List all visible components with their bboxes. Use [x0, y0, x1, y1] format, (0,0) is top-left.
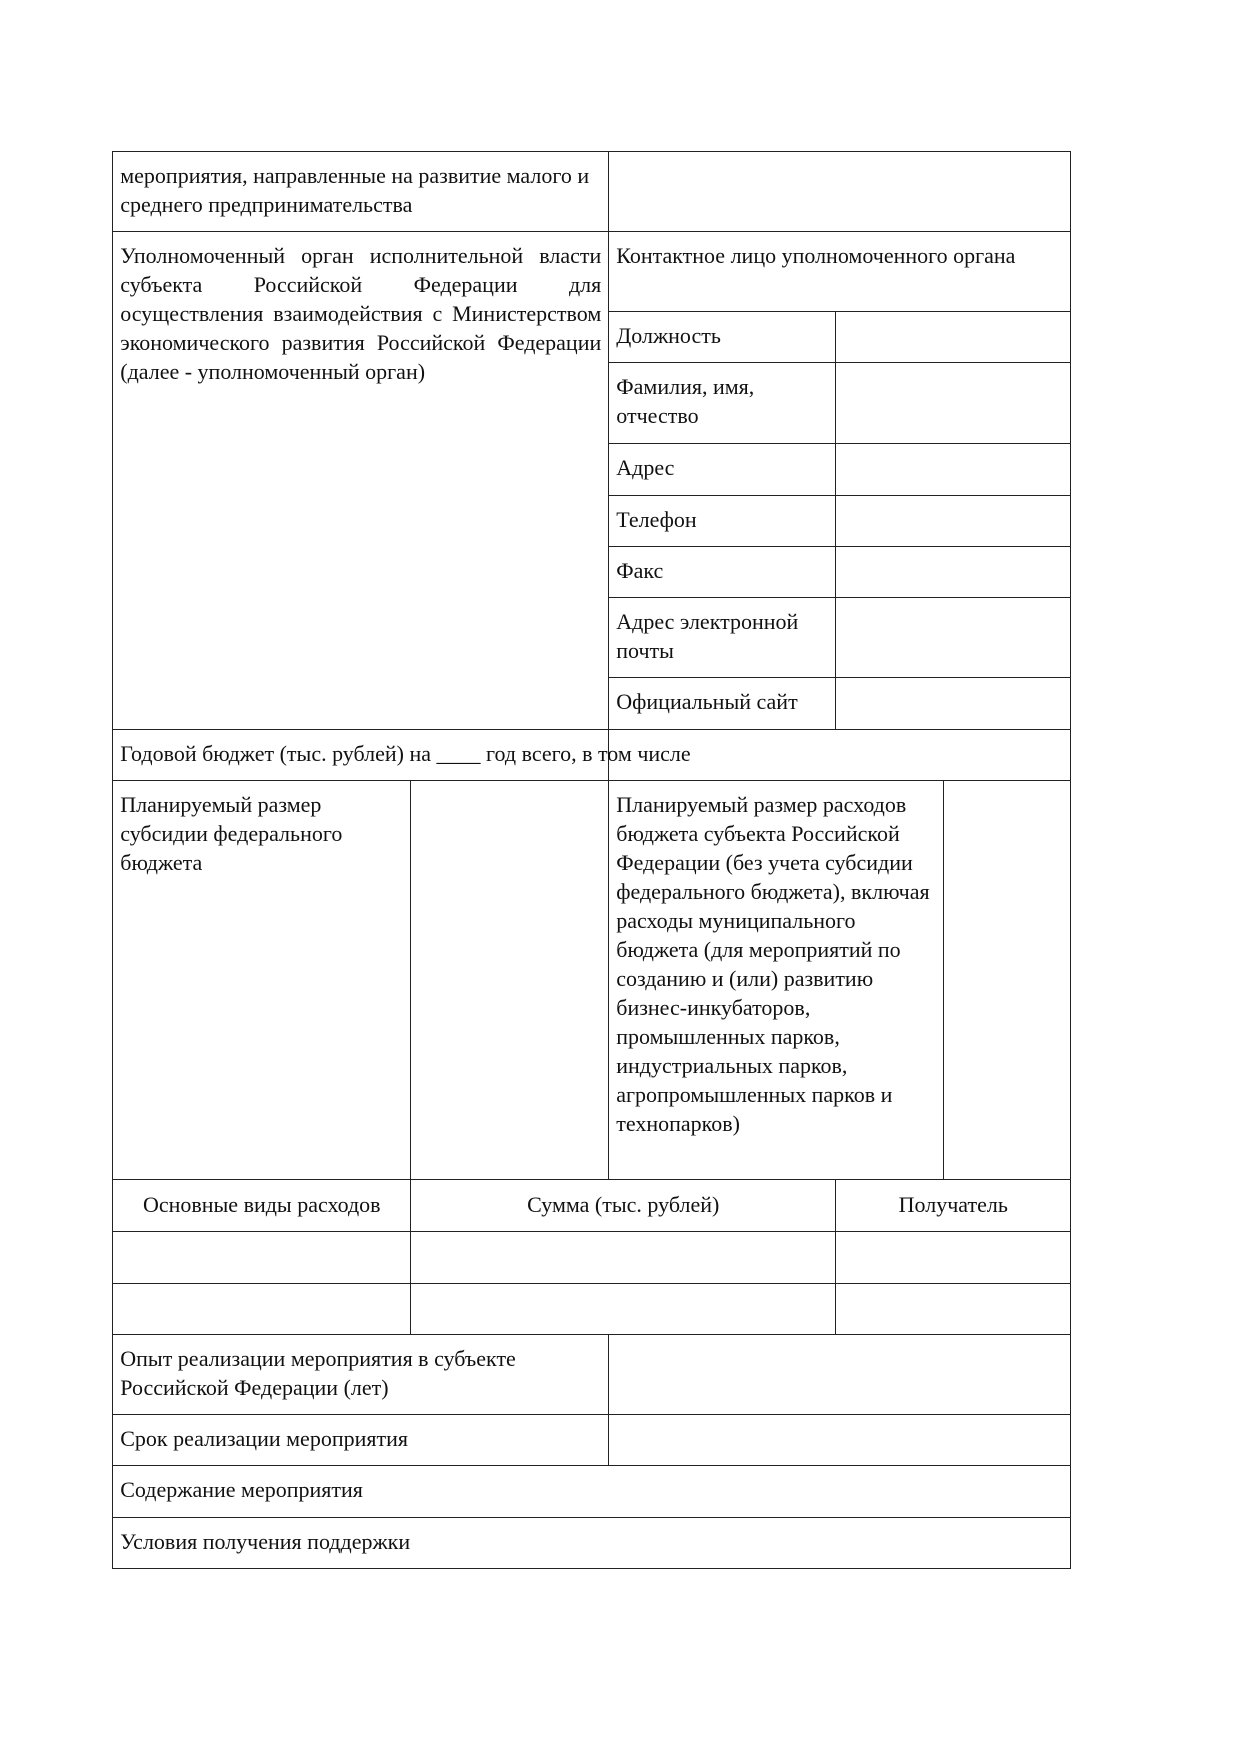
contact-value-name[interactable]: [835, 362, 1071, 444]
experience-label: Опыт реализации мероприятия в субъекте Российской Федерации (лет): [112, 1334, 609, 1415]
experience-value[interactable]: [608, 1334, 1071, 1415]
contact-value-address[interactable]: [835, 443, 1071, 496]
planned-regional-label: Планируемый размер расходов бюджета субъекта Российской Федерации (без учета субсидии федерального бюджета), включая расходы муниципального бюджета (для мероприятий по созданию и (или) развитию бизнес-инкубаторов, промышленных парков, индустриальных парков, агропромышленных парков и технопарков): [608, 780, 944, 1180]
expenses-header-type: Основные виды расходов: [112, 1179, 411, 1232]
term-label: Срок реализации мероприятия: [112, 1414, 609, 1466]
planned-regional-value[interactable]: [943, 780, 1071, 1180]
contact-label-fax: Факс: [608, 546, 836, 598]
expenses-header-recipient: Получатель: [835, 1179, 1071, 1232]
expenses-header-sum: Сумма (тыс. рублей): [410, 1179, 836, 1232]
authority-cell: Уполномоченный орган исполнительной власти субъекта Российской Федерации для осуществления взаимодействия с Министерством экономического развития Российской Федерации (далее - уполномоченный орган): [112, 231, 609, 781]
contact-value-phone[interactable]: [835, 495, 1071, 547]
term-value[interactable]: [608, 1414, 1071, 1466]
planned-federal-value[interactable]: [410, 780, 609, 1180]
expenses-row-1-type[interactable]: [112, 1231, 411, 1284]
contact-value-position[interactable]: [835, 311, 1071, 363]
annual-budget-row: Годовой бюджет (тыс. рублей) на ____ год всего, в том числе: [112, 729, 1071, 781]
contact-label-website: Официальный сайт: [608, 677, 836, 730]
expenses-row-2-sum[interactable]: [410, 1283, 836, 1335]
planned-federal-label: Планируемый размер субсидии федерального бюджета: [112, 780, 411, 1180]
expenses-row-2-recipient[interactable]: [835, 1283, 1071, 1335]
contact-value-website[interactable]: [835, 677, 1071, 730]
expenses-row-1-recipient[interactable]: [835, 1231, 1071, 1284]
content-row: Содержание мероприятия: [112, 1465, 1071, 1518]
contact-label-address: Адрес: [608, 443, 836, 496]
contact-value-fax[interactable]: [835, 546, 1071, 598]
activity-type-value[interactable]: [608, 151, 1071, 232]
contact-label-position: Должность: [608, 311, 836, 363]
expenses-row-2-type[interactable]: [112, 1283, 411, 1335]
contact-title: Контактное лицо уполномоченного органа: [608, 231, 1071, 312]
expenses-row-1-sum[interactable]: [410, 1231, 836, 1284]
contact-label-name: Фамилия, имя, отчество: [608, 362, 836, 444]
contact-label-phone: Телефон: [608, 495, 836, 547]
conditions-row: Условия получения поддержки: [112, 1517, 1071, 1569]
contact-label-email: Адрес электронной почты: [608, 597, 836, 678]
activity-type-cell: мероприятия, направленные на развитие малого и среднего предпринимательства: [112, 151, 609, 232]
contact-value-email[interactable]: [835, 597, 1071, 678]
